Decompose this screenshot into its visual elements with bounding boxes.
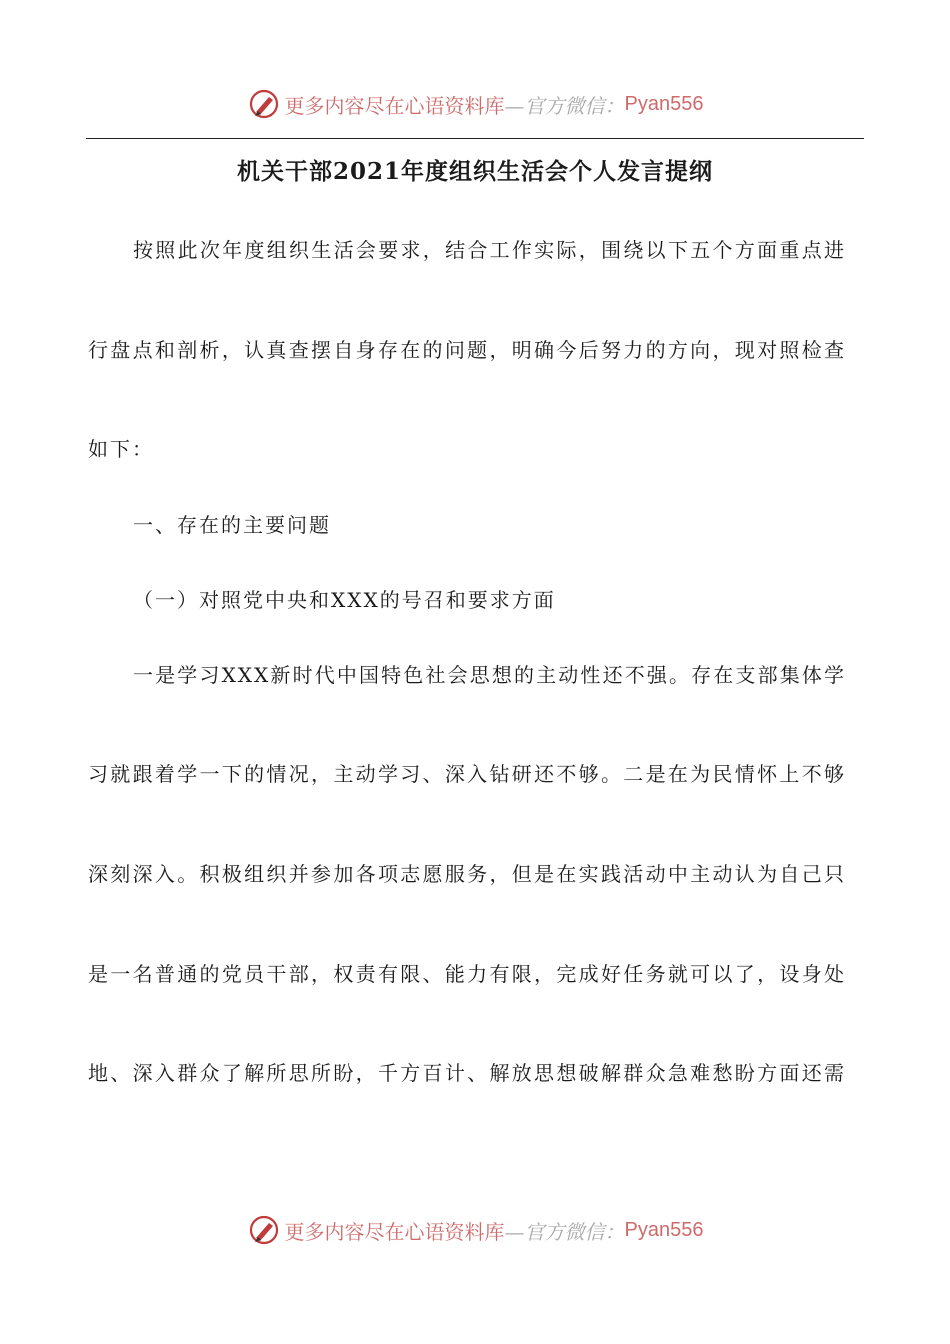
pen-logo-icon	[247, 1213, 281, 1247]
paragraph-line: 是一名普通的党员干部，权责有限、能力有限，完成好任务就可以了，设身处	[88, 962, 846, 986]
paragraph-line: 习就跟着学一下的情况，主动学习、深入钻研还不够。二是在为民情怀上不够	[88, 762, 846, 786]
pen-logo-icon	[247, 87, 281, 121]
header-watermark	[0, 84, 950, 124]
watermark-main-text: 更多内容尽在心语资料库	[284, 93, 505, 118]
watermark-sub-text: —官方微信：	[504, 1219, 625, 1244]
paragraph-line: 按照此次年度组织生活会要求，结合工作实际，围绕以下五个方面重点进	[133, 238, 846, 262]
paragraph-line: 深刻深入。积极组织并参加各项志愿服务，但是在实践活动中主动认为自己只	[88, 862, 846, 886]
header-divider	[86, 138, 864, 139]
subsection-heading: （一）对照党中央和XXX的号召和要求方面	[133, 588, 556, 612]
paragraph-line: 如下：	[88, 437, 154, 461]
watermark-wechat-id: Pyan556	[624, 1218, 704, 1241]
document-title: 机关干部2021年度组织生活会个人发言提纲	[236, 158, 713, 185]
paragraph-line: 一是学习XXX新时代中国特色社会思想的主动性还不强。存在支部集体学	[133, 663, 846, 687]
section-heading: 一、存在的主要问题	[133, 513, 331, 537]
watermark-sub-text: —官方微信：	[504, 93, 625, 118]
footer-watermark	[0, 1210, 950, 1250]
paragraph-line: 地、深入群众了解所思所盼，千方百计、解放思想破解群众急难愁盼方面还需	[88, 1061, 846, 1085]
paragraph-line: 行盘点和剖析，认真查摆自身存在的问题，明确今后努力的方向，现对照检查	[88, 338, 846, 362]
watermark-main-text: 更多内容尽在心语资料库	[284, 1219, 505, 1244]
watermark-wechat-id: Pyan556	[624, 92, 704, 115]
